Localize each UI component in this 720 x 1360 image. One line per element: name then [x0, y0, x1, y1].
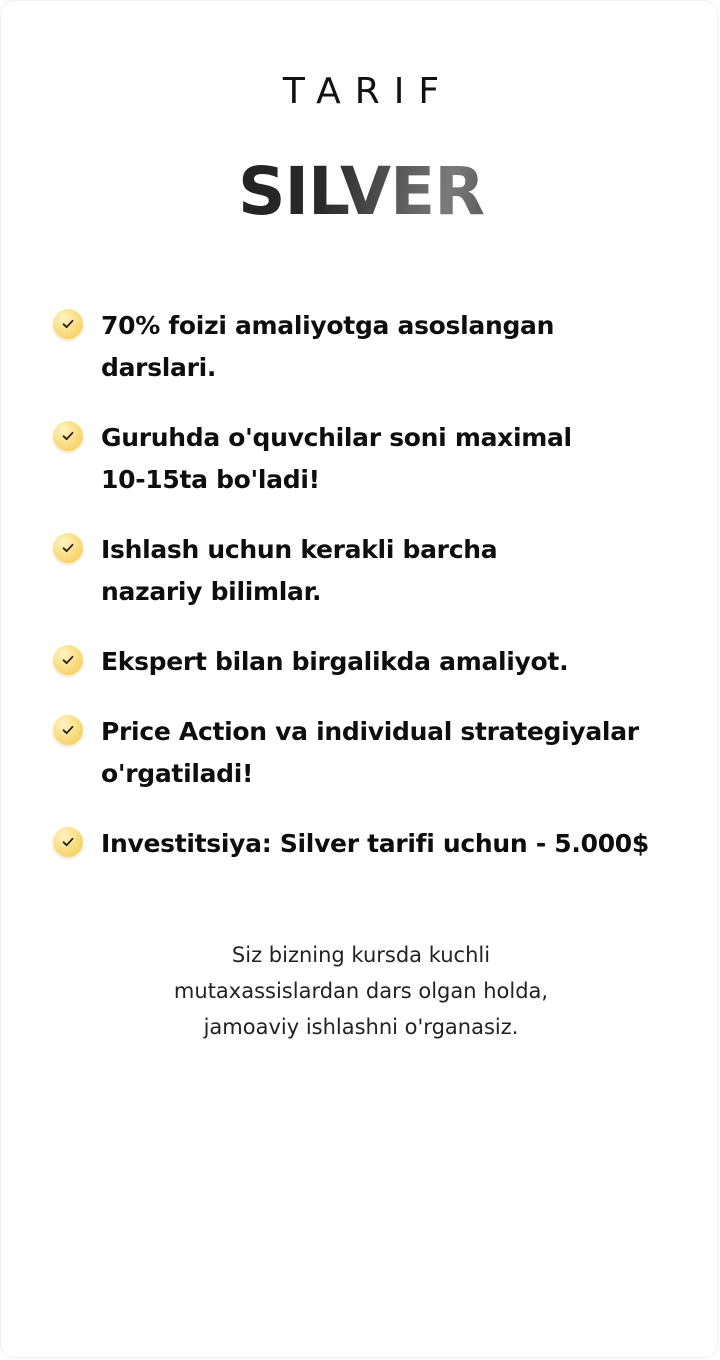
feature-line: Guruhda o'quvchilar soni maximal [101, 423, 572, 452]
feature-text [101, 641, 568, 683]
feature-line: Ekspert bilan birgalikda amaliyot. [101, 647, 569, 676]
feature-item [53, 641, 703, 683]
description-line: jamoaviy ishlashni o'rganasiz. [203, 1015, 519, 1039]
feature-text [101, 529, 497, 613]
feature-line: darslari. [101, 353, 217, 382]
feature-line: o'rgatiladi! [101, 759, 254, 788]
feature-line: Investitsiya: Silver tarifi uchun - 5.000$ [101, 829, 649, 858]
feature-text [101, 711, 639, 795]
feature-text [101, 823, 649, 865]
check-icon [53, 645, 83, 675]
feature-item [53, 417, 703, 501]
description-line: mutaxassislardan dars olgan holda, [173, 979, 549, 1003]
check-icon [53, 309, 83, 339]
feature-item [53, 529, 703, 613]
feature-line: 70% foizi amaliyotga asoslangan [101, 311, 555, 340]
feature-text [101, 305, 554, 389]
feature-line: Price Action va individual strategiyalar [101, 717, 639, 746]
check-icon [53, 715, 83, 745]
feature-line: 10-15ta bo'ladi! [101, 465, 320, 494]
tariff-description [81, 937, 641, 1045]
feature-item [53, 711, 703, 795]
tariff-subtitle: TARIF [282, 71, 454, 112]
feature-item [53, 823, 703, 865]
check-icon [53, 533, 83, 563]
check-icon [53, 421, 83, 451]
tariff-title: SILVER [1, 153, 720, 230]
feature-line: Ishlash uchun kerakli barcha [101, 535, 498, 564]
feature-text [101, 417, 572, 501]
feature-list [53, 305, 703, 893]
feature-item [53, 305, 703, 389]
feature-line: nazariy bilimlar. [101, 577, 322, 606]
check-icon [53, 827, 83, 857]
description-line: Siz bizning kursda kuchli [231, 943, 491, 967]
